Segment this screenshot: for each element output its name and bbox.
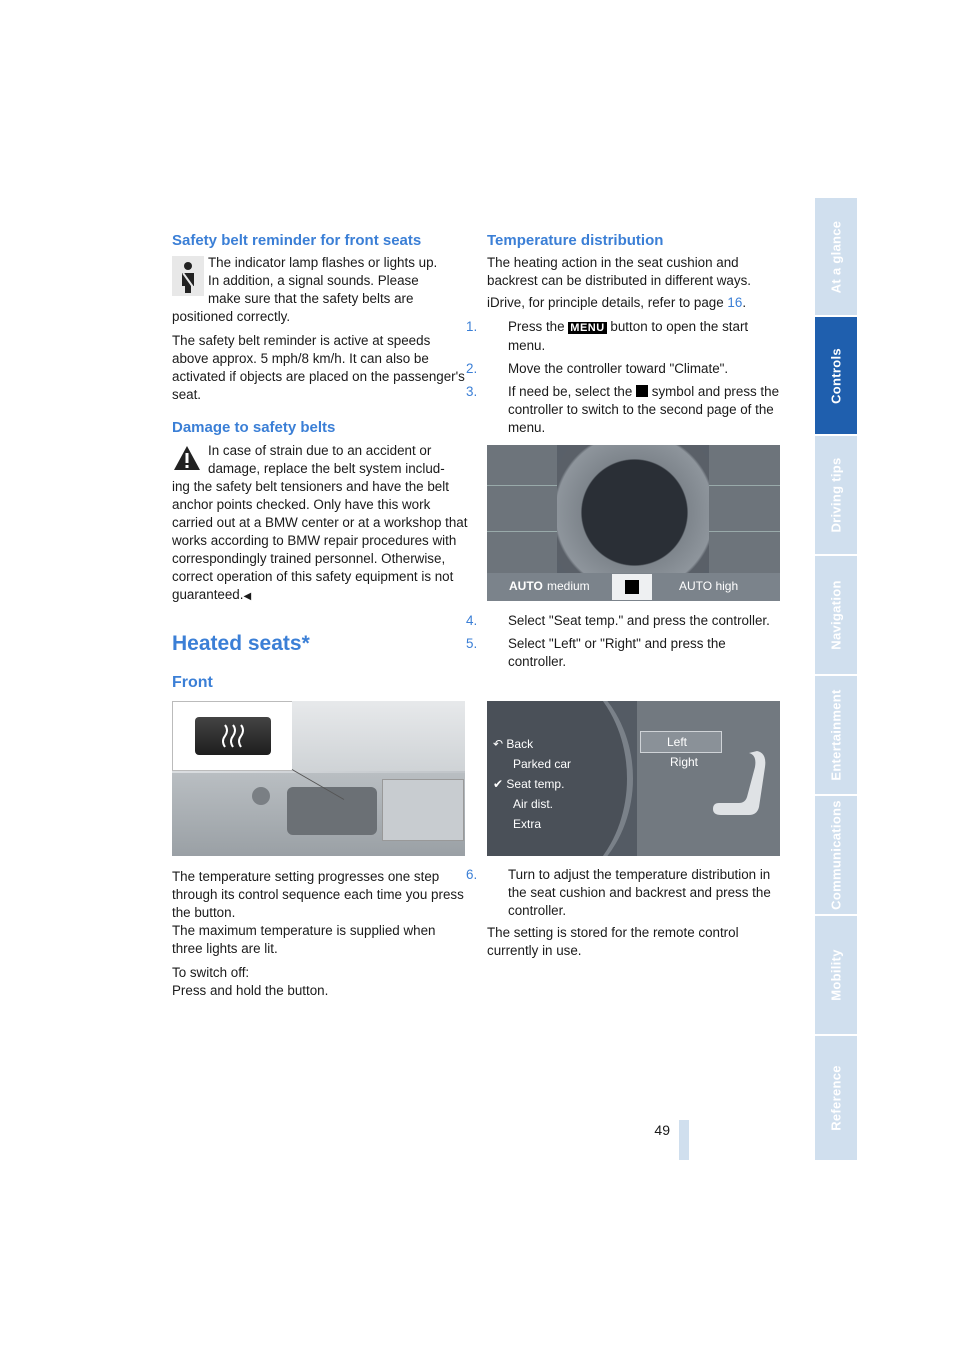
steps-4-5 xyxy=(466,612,783,676)
tab-entertainment[interactable] xyxy=(815,676,857,796)
heated-seats-heading: Heated seats* xyxy=(172,632,310,655)
temp-text-line: The temperature setting progresses one step through its control sequence each time you press the button. xyxy=(172,869,464,920)
seat-temp-menu-screenshot xyxy=(487,701,780,856)
tab-label: Reference xyxy=(828,1065,844,1131)
belt-text-line: In addition, a signal sounds. Please xyxy=(208,273,419,288)
step-text: Press the xyxy=(508,319,569,334)
temp-distribution-intro: The heating action in the seat cushion and backrest can be distributed in different ways. xyxy=(487,255,751,288)
belt-text-line: positioned correctly. xyxy=(172,309,291,324)
step-number: 1. xyxy=(466,319,478,334)
menu-item-parked-car[interactable]: Parked car xyxy=(513,757,572,771)
tab-label: Mobility xyxy=(828,949,844,1001)
temp-text-line: Press and hold the button. xyxy=(172,983,329,998)
warning-triangle-icon xyxy=(172,444,202,472)
step-text: Turn to adjust the temperature distribution in the seat cushion and backrest and press the controller. xyxy=(508,867,771,918)
belt-reminder-paragraph: The safety belt reminder is active at speeds above approx. 5 mph/8 km/h. It can also be activated if objects are placed on the passenger's seat. xyxy=(172,333,465,402)
page-link[interactable]: 16 xyxy=(727,295,743,310)
temp-setting-text xyxy=(172,868,468,1000)
auto-high-label: AUTO high xyxy=(679,579,739,593)
belt-text-block xyxy=(208,254,468,308)
step-item xyxy=(466,635,783,671)
tab-label: Driving tips xyxy=(828,457,844,533)
tab-communications[interactable] xyxy=(815,796,857,916)
step-item xyxy=(466,866,783,920)
climate-bottom-bar xyxy=(487,573,780,601)
menu-item-extra[interactable]: Extra xyxy=(513,817,542,831)
menu-item-air-dist[interactable]: Air dist. xyxy=(513,797,554,811)
tab-mobility[interactable] xyxy=(815,916,857,1036)
seatbelt-icon xyxy=(172,256,204,296)
second-page-symbol-icon xyxy=(636,385,648,397)
temp-text-line: The maximum temperature is supplied when three lights are lit. xyxy=(172,923,436,956)
damage-heading: Damage to safety belts xyxy=(172,419,336,436)
medium-label: medium xyxy=(547,579,590,593)
belt-text-line: The indicator lamp flashes or lights up. xyxy=(208,255,438,270)
tab-label: Communications xyxy=(828,800,844,910)
temp-text-line: To switch off: xyxy=(172,965,250,980)
temp-distribution-heading: Temperature distribution xyxy=(487,232,664,249)
damage-text-block xyxy=(208,442,468,478)
step-text: Select "Left" or "Right" and press the controller. xyxy=(508,636,726,669)
steps-1-3 xyxy=(466,318,783,442)
tab-reference[interactable] xyxy=(815,1036,857,1162)
step-text: Move the controller toward "Climate". xyxy=(508,361,729,376)
seat-temp-menu-list xyxy=(487,737,637,847)
climate-menu-screenshot xyxy=(487,445,780,601)
menu-item-label: Seat temp. xyxy=(506,777,565,791)
menu-item-back[interactable]: ↶ Back xyxy=(493,737,534,751)
step-number: 6. xyxy=(466,867,478,882)
menu-button-icon: MENU xyxy=(570,322,605,334)
step-6 xyxy=(466,866,783,925)
step-number: 5. xyxy=(466,636,478,651)
step-text: symbol and press the controller to switch to the second page of the menu. xyxy=(508,384,780,435)
tab-label: Controls xyxy=(828,347,844,404)
option-right[interactable]: Right xyxy=(670,755,699,769)
tab-navigation[interactable] xyxy=(815,556,857,676)
idrive-text: iDrive, for principle details, refer to page xyxy=(487,295,728,310)
tab-driving-tips[interactable] xyxy=(815,436,857,556)
tab-at-a-glance[interactable] xyxy=(815,198,857,317)
step-number: 2. xyxy=(466,361,478,376)
menu-item-label: Back xyxy=(506,737,534,751)
step-text: If need be, select the xyxy=(508,384,637,399)
heat-waves-icon xyxy=(195,717,271,755)
tab-label: At a glance xyxy=(828,220,844,293)
step-number: 3. xyxy=(466,384,478,399)
tab-label: Entertainment xyxy=(828,689,844,781)
step-item xyxy=(466,383,783,437)
step-item xyxy=(466,612,783,630)
step-text: Select "Seat temp." and press the controller. xyxy=(508,613,770,628)
tab-label: Navigation xyxy=(828,580,844,650)
second-page-symbol-icon xyxy=(625,580,639,594)
auto-medium-label: AUTO xyxy=(509,579,543,593)
step-item xyxy=(466,318,783,355)
belt-text-line: make sure that the safety belts are xyxy=(208,291,414,306)
damage-text-line: In case of strain due to an accident or xyxy=(208,443,432,458)
end-marker: ◀ xyxy=(243,591,252,602)
stored-setting-paragraph: The setting is stored for the remote control currently in use. xyxy=(487,925,739,958)
page-number: 49 xyxy=(654,1122,670,1138)
menu-item-seat-temp[interactable]: ✔ Seat temp. xyxy=(493,777,565,791)
front-heading: Front xyxy=(172,674,213,691)
step-number: 4. xyxy=(466,613,478,628)
option-left-label: Left xyxy=(667,735,688,749)
belt-reminder-heading: Safety belt reminder for front seats xyxy=(172,232,422,249)
heated-seat-button xyxy=(195,717,271,755)
heated-seat-button-photo xyxy=(172,701,465,856)
page-switch-tile xyxy=(612,574,652,600)
step-text: button to open the start menu. xyxy=(508,319,749,353)
page-number-bar xyxy=(679,1120,689,1160)
damage-text-line: damage, replace the belt system includ- xyxy=(208,461,445,476)
seat-graphic xyxy=(709,749,767,819)
idrive-text-end: . xyxy=(742,295,747,310)
step-item xyxy=(466,360,783,378)
tab-controls[interactable] xyxy=(815,317,857,436)
damage-text: ing the safety belt tensioners and have the belt anchor points checked. Only have this work carried out at a BMW center or at a workshop that works according to BMW repair procedures with correspondingly trained personnel. Otherwise, correct operation of this safety equipment is not guaranteed. xyxy=(172,479,468,602)
door-switch-panel xyxy=(287,787,377,835)
idrive-reference xyxy=(487,294,783,312)
damage-paragraph xyxy=(172,478,468,606)
